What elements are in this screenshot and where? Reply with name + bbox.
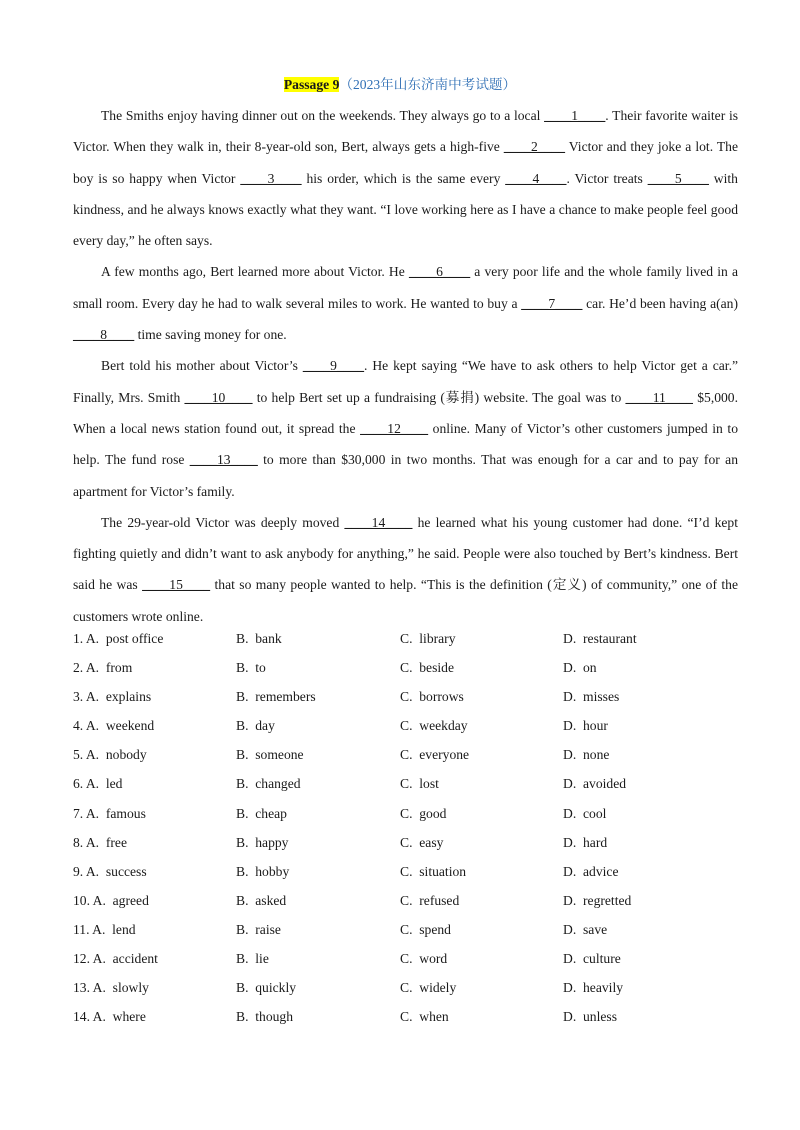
passage-text: . He kept saying “We have to ask others to help Victor get a car.” Finally, Mrs. Smith [73,358,738,405]
option-choice: D. on [563,660,597,676]
blank-field: ____7____ [521,295,583,311]
passage-text: . Victor treats [566,170,648,186]
option-choice: D. avoided [563,776,627,792]
option-choice: D. hour [563,718,608,734]
option-choice: C. weekday [400,718,468,734]
passage-text: The 29-year-old Victor was deeply moved [101,514,345,530]
question-options-row [73,1006,753,1035]
blank-field: ____3____ [240,170,302,186]
option-choice: 1. A. post office [73,631,164,646]
question-options-row [73,744,753,773]
option-choice: 6. A. led [73,776,123,792]
option-choice: 9. A. success [73,863,147,879]
blank-field: ____6____ [408,264,471,280]
question-options-row [73,977,753,1006]
blank-field: ____11____ [625,389,693,405]
blank-field: ____15____ [142,577,211,593]
option-choice: B. raise [236,921,281,937]
passage-text: a very poor life and the whole family lived in a small room. Every day he had to walk several miles to work. He wanted to buy a [73,264,738,311]
passage-text: Victor and they joke a lot. The boy is so happy when Victor [73,139,739,186]
option-choice: 14. A. where [73,1009,146,1025]
answer-options [73,628,753,1035]
option-choice: 3. A. explains [73,689,152,705]
option-choice: B. changed [236,776,301,792]
passage-text: . Their favorite waiter is Victor. When they walk in, their 8-year-old son, Bert, always gets a high-five [73,108,739,155]
passage-text: with kindness, and he always knows exactly what they want. “I love working here as I have a chance to make people feel good every day,” he often says. [73,170,738,249]
option-choice: C. lost [400,776,439,792]
option-choice: B. to [236,660,266,676]
passage-text: to help Bert set up a fundraising (募捐) website. The goal was to [252,389,626,405]
question-options-row [73,715,753,744]
option-choice: 4. A. weekend [73,718,155,734]
question-options-row [73,948,753,977]
option-choice: 5. A. nobody [73,747,147,763]
question-options-row [73,686,753,715]
blank-field: ____2____ [503,139,566,155]
question-options-row [73,773,753,802]
question-options-row [73,657,753,686]
passage-paragraph [73,350,738,506]
blank-field: ____12____ [360,420,429,436]
option-choice: 2. A. from [73,660,133,676]
passage-paragraph [73,507,738,632]
option-choice: B. lie [236,951,269,967]
blank-field: ____13____ [189,452,258,468]
option-choice: C. when [400,1009,449,1025]
option-choice: B. happy [236,834,289,850]
passage-text: time saving money for one. [134,327,287,343]
option-choice: D. culture [563,951,621,967]
option-choice: B. asked [236,892,287,908]
option-choice: 10. A. agreed [73,892,149,908]
blank-field: ____5____ [647,170,709,186]
exam-source: （2023年山东济南中考试题） [339,77,517,92]
option-choice: B. remembers [236,689,316,705]
option-choice: D. save [563,921,608,937]
blank-field: ____10____ [184,389,253,405]
question-options-row [73,890,753,919]
question-options-row [73,803,753,832]
option-choice: C. borrows [400,689,464,705]
passage-text: Bert told his mother about Victor’s [101,358,303,374]
option-choice: D. heavily [563,980,624,996]
option-choice: B. bank [236,631,282,646]
passage-text: online. Many of Victor’s other customers jumped in to help. The fund rose [73,420,738,468]
option-choice: D. misses [563,689,620,705]
option-choice: D. none [563,747,610,763]
option-choice: 11. A. lend [73,921,136,937]
option-choice: B. someone [236,747,304,763]
blank-field: ____14____ [344,514,413,530]
option-choice: C. refused [400,892,460,908]
option-choice: B. though [236,1009,294,1025]
passage-text: to more than $30,000 in two months. That was enough for a car and to pay for an apartment for Victor’s family. [73,452,738,499]
option-choice: 7. A. famous [73,805,146,821]
passage-label: Passage 9 [283,77,340,92]
option-choice: 13. A. slowly [73,980,149,996]
blank-field: ____4____ [505,170,567,186]
blank-field: ____1____ [544,108,606,123]
question-options-row [73,861,753,890]
passage-text: car. He’d been having a(an) [582,295,738,311]
option-choice: C. everyone [400,747,470,763]
question-options-row [73,919,753,948]
option-choice: C. widely [400,980,457,996]
option-choice: B. day [236,718,275,734]
option-choice: B. quickly [236,980,297,996]
option-choice: B. hobby [236,863,290,879]
blank-field: ____9____ [302,358,365,374]
question-options-row [73,832,753,861]
blank-field: ____8____ [73,327,135,343]
passage-paragraph [73,256,738,350]
option-choice: 8. A. free [73,834,127,850]
option-choice: D. hard [563,834,608,850]
option-choice: C. spend [400,921,451,937]
passage-heading [0,74,800,96]
option-choice: C. good [400,805,447,821]
option-choice: B. cheap [236,805,287,821]
passage-text: that so many people wanted to help. “This is the definition (定义) of community,” one of the customers wrote online. [73,577,738,624]
passage-text: his order, which is the same every [301,170,506,186]
passage-paragraph [73,100,738,256]
option-choice: C. word [400,951,448,967]
option-choice: D. advice [563,863,619,879]
passage-text: A few months ago, Bert learned more about Victor. He [101,264,409,280]
passage-body [73,100,738,632]
option-choice: 12. A. accident [73,951,158,967]
option-choice: D. cool [563,805,607,821]
passage-text: $5,000. When a local news station found out, it spread the [73,389,739,436]
option-choice: D. unless [563,1009,617,1025]
option-choice: D. restaurant [563,631,637,646]
option-choice: C. library [400,631,456,646]
question-options-row [73,628,753,657]
passage-text: he learned what his young customer had done. “I’d kept fighting quietly and didn’t want to ask anybody for anything,” he said. People were also touched by Bert’s kindness. Bert said he was [73,514,738,593]
passage-text: The Smiths enjoy having dinner out on the weekends. They always go to a local [101,108,545,123]
option-choice: C. situation [400,863,467,879]
option-choice: D. regretted [563,892,632,908]
option-choice: C. easy [400,834,444,850]
option-choice: C. beside [400,660,454,676]
